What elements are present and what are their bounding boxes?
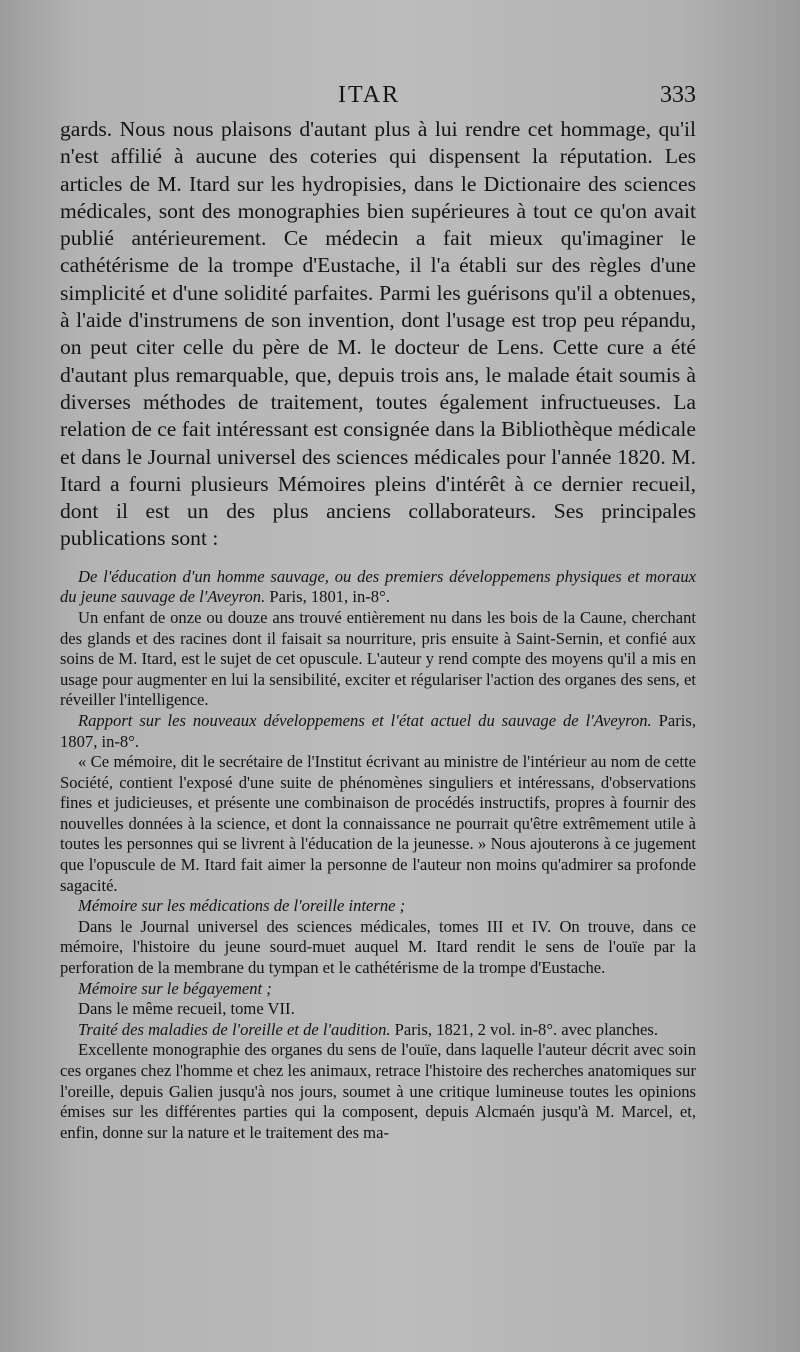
work-title: De l'éducation d'un homme sauvage, ou des premiers développemens physiques et moraux du jeune sauvage de l'Aveyron. xyxy=(60,566,696,607)
bibliography-entry xyxy=(60,1020,696,1041)
bibliography-entry xyxy=(60,979,696,1000)
bibliography-note: Un enfant de onze ou douze ans trouvé entièrement nu dans les bois de la Caune, cherchant des glands et des racines dont il faisait sa nourriture, pris ensuite à Saint-Sernin, et confié aux soins de M. Itard, est le sujet de cet opuscule. L'auteur y rend compte des moyens qu'il a mis en usage pour augmenter en lui la sensibilité, exciter et régulariser l'action des organes des sens, et réveiller l'intelligence. xyxy=(60,607,696,710)
bibliography xyxy=(60,567,696,1144)
bibliography-note: Dans le Journal universel des sciences médicales, tomes III et IV. On trouve, dans ce mémoire, l'histoire du jeune sourd-muet auquel M. Itard rendit le sens de l'ouïe par la perforation de la membrane du tympan et le cathétérisme de la trompe d'Eustache. xyxy=(60,916,696,978)
main-paragraph: gards. Nous nous plaisons d'autant plus à lui rendre cet hommage, qu'il n'est affilié à aucune des coteries qui dispensent la réputation. Les articles de M. Itard sur les hydropisies, dans le Dictionaire des sciences médicales, sont des monographies bien supérieures à tout ce qu'on avait publié antérieurement. Ce médecin a fait mieux qu'imaginer le cathétérisme de la trompe d'Eustache, il l'a établi sur des règles d'une simplicité et d'une solidité parfaites. Parmi les guérisons qu'il a obtenues, à l'aide d'instrumens de son invention, dont l'usage est trop peu répandu, on peut citer celle du père de M. le docteur de Lens. Cette cure a été d'autant plus remarquable, que, depuis trois ans, le malade était soumis à diverses méthodes de traitement, toutes également infructueuses. La relation de ce fait intéressant est consignée dans la Bibliothèque médicale et dans le Journal universel des sciences médicales pour l'année 1820. M. Itard a fourni plusieurs Mémoires pleins d'intérêt à ce dernier recueil, dont il est un des plus anciens collaborateurs. Ses principales publications sont : xyxy=(60,117,696,551)
page-body xyxy=(60,116,696,1143)
bibliography-note: Dans le même recueil, tome VII. xyxy=(78,999,295,1019)
work-details: Paris, 1807, in-8°. xyxy=(60,710,696,751)
work-title: Rapport sur les nouveaux développemens et l'état actuel du sauvage de l'Aveyron. xyxy=(78,710,652,730)
running-title: ITAR xyxy=(338,82,401,108)
bibliography-note: Excellente monographie des organes du sens de l'ouïe, dans laquelle l'auteur décrit avec soin ces organes chez l'homme et chez les animaux, retrace l'histoire des recherches anatomiques sur l'oreille, depuis Galien jusqu'à nos jours, soumet à une critique lumineuse toutes les opinions émises sur les différentes parties qui la composent, depuis Alcmaén jusqu'à M. Marcel, et, enfin, donne sur la nature et le traitement des ma- xyxy=(60,1040,696,1142)
running-header xyxy=(60,82,696,114)
bibliography-note: « Ce mémoire, dit le secrétaire de l'Institut écrivant au ministre de l'intérieur au nom de cette Société, contient l'exposé d'une suite de phénomènes singuliers et intéressans, d'observations fines et judicieuses, et présente une combinaison de procédés instructifs, propres à fournir des nouvelles données à la science, et dont la connaissance ne pourrait qu'être extrêmement utile à toutes les personnes qui se livrent à l'éducation de la jeunesse. » Nous ajouterons à ce jugement que l'opuscule de M. Itard fait aimer la personne de l'auteur non moins qu'admirer sa profonde sagacité. xyxy=(60,752,696,895)
work-details: Paris, 1821, 2 vol. in-8°. avec planches. xyxy=(394,1019,658,1039)
work-title: Mémoire sur les médications de l'oreille interne ; xyxy=(78,896,406,916)
bibliography-entry xyxy=(60,711,696,752)
main-text xyxy=(60,116,696,553)
work-details: Paris, 1801, in-8°. xyxy=(269,587,390,607)
work-title: Mémoire sur le bégayement ; xyxy=(78,978,272,998)
page-number: 333 xyxy=(660,82,696,108)
bibliography-entry xyxy=(60,567,696,608)
work-title: Traité des maladies de l'oreille et de l'audition. xyxy=(78,1019,391,1039)
bibliography-entry xyxy=(60,896,696,917)
